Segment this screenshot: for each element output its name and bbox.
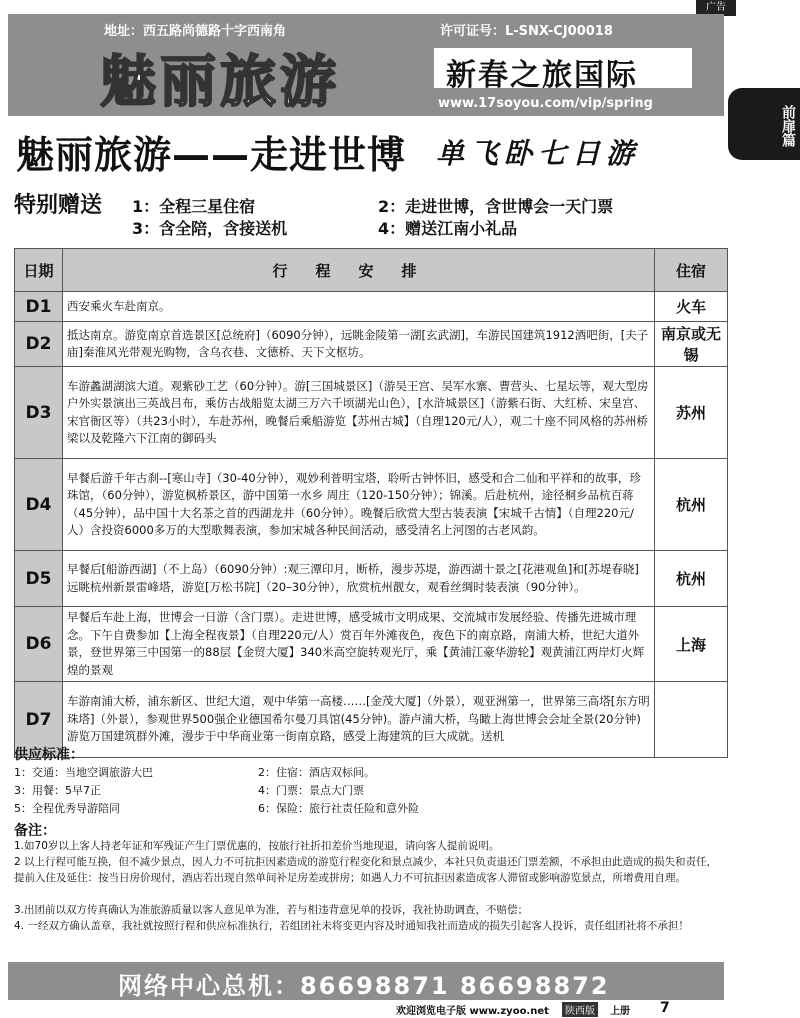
header-plan: 行程安排 (63, 249, 655, 292)
plan-cell: 车游蠡湖湖滨大道。观紫砂工艺（60分钟）。游[三国城景区]（游吴王宫、吴军水寨、曹营头、七星坛等，观大型房户外实景演出三英战吕布，乘仿古战船览太湖三万六千顷湖光山色），[水浒城景区]（游紫石街、大红桥、宋皇宫、宋官衙区等）（共23小时），车赴苏州，晚餐后乘船游览【苏州古城】（自理120元/人），观二十座不同风格的苏州桥梁以及乾隆六下江南的御码头 (63, 367, 655, 459)
gifts-title: 特别赠送 (14, 193, 103, 218)
stay-cell: 南京或无锡 (655, 322, 728, 367)
volume-label: 上册 (610, 1006, 630, 1017)
notes-title: 备注： (14, 823, 56, 839)
supply-title: 供应标准： (14, 747, 84, 763)
day-cell: D5 (15, 551, 63, 607)
gift-item: 1：全程三星住宿 (132, 197, 256, 216)
itinerary-row (15, 367, 728, 459)
edition-badge: 陕西版 (562, 1002, 598, 1017)
plan-cell: 早餐后车赴上海，世博会一日游（含门票）。走进世博，感受城市文明成果、交流城市发展经验、传播先进城市理念。下午自费参加【上海全程夜景】（自理220元/人）赏百年外滩夜色，夜色下的南京路，南浦大桥，世纪大道外景，登世界第三中国第一的88层【金贸大厦】340米高空旋转观光厅，乘【黄浦江豪华游轮】观黄浦江两岸灯火辉煌的景观 (63, 607, 655, 682)
page-number: 7 (660, 1000, 670, 1016)
agency-logo: 魅丽旅游 (100, 49, 340, 115)
browse-link[interactable]: 欢迎浏览电子版 www.zyoo.net (396, 1006, 549, 1017)
itinerary-row (15, 459, 728, 551)
itinerary-row (15, 607, 728, 682)
stay-cell (655, 682, 728, 758)
day-cell: D6 (15, 607, 63, 682)
hotline: 网络中心总机：86698871 86698872 (118, 972, 610, 1000)
slogan: 新春之旅国际 (446, 58, 638, 93)
stay-cell: 火车 (655, 292, 728, 322)
tour-subtitle: 单飞卧七日游 (436, 137, 641, 170)
header-stay: 住宿 (655, 249, 728, 292)
side-tab: 前扉篇 (728, 88, 800, 160)
agency-url[interactable]: www.17soyou.com/vip/spring (438, 96, 653, 111)
day-cell: D3 (15, 367, 63, 459)
gift-item: 3：含全陪，含接送机 (132, 219, 288, 238)
day-cell: D4 (15, 459, 63, 551)
itinerary-row (15, 551, 728, 607)
itinerary-table (14, 248, 728, 758)
supply-item: 5：全程优秀导游陪同 (14, 802, 120, 815)
day-cell: D2 (15, 322, 63, 367)
gift-item: 4：赠送江南小礼品 (378, 219, 518, 238)
supply-item: 6：保险：旅行社责任险和意外险 (258, 802, 419, 815)
plan-cell: 早餐后游千年古刹--[寒山寺]（30-40分钟），观妙利普明宝塔，聆听古钟怀旧，感受和合二仙和平祥和的故事，珍珠馆，（60分钟），游览枫桥景区，游中国第一水乡 周庄（120-150分钟）；锦溪。后赴杭州，途径桐乡品杭百蒋（45分钟），品中国十大名茶之首的西湖龙井（60分钟）。晚餐后欣赏大型古装表演【宋城千古情】（自理220元/人）含投资6000多万的大型歌舞表演，参加宋城各种民间活动，感受清名上河图的古老风韵。 (63, 459, 655, 551)
itinerary-row (15, 322, 728, 367)
itinerary-row (15, 682, 728, 758)
agency-address: 地址：西五路尚德路十字西南角 (104, 24, 287, 39)
itinerary-header-row (15, 249, 728, 292)
note-item: 1.如70岁以上客人持老年证和军残证产生门票优惠的，按旅行社折扣差价当地现退，请向客人提前说明。 (14, 840, 500, 852)
tour-title: 魅丽旅游——走进世博 (16, 133, 407, 177)
license-number: 许可证号：L-SNX-CJ00018 (440, 24, 613, 39)
note-item: 2 以上行程可能互换，但不减少景点，因人力不可抗拒因素造成的游览行程变化和景点减少，本社只负责退还门票差额，不承担由此造成的损失和责任，提前入住及延住：按当日房价现付，酒店若出现自然单间补足房差或拼房；如遇人力不可抗拒因素造成客人滞留或影响游览景点，所增费用自理。 (14, 856, 718, 884)
note-item: 4. 一经双方确认盖章，我社就按照行程和供应标准执行，若组团社未将变更内容及时通知我社而造成的损失引起客人投诉，责任组团社将不承担！ (14, 920, 689, 932)
supply-item: 4：门票：景点大门票 (258, 784, 364, 797)
supply-item: 2：住宿：酒店双标间。 (258, 766, 375, 779)
header-day: 日期 (15, 249, 63, 292)
stay-cell: 苏州 (655, 367, 728, 459)
gift-item: 2：走进世博，含世博会一天门票 (378, 197, 614, 216)
plan-cell: 早餐后[船游西湖]（不上岛）（6090分钟）:观三潭印月，断桥，漫步苏堤，游西湖十景之[花港观鱼]和[苏堤春晓]远眺杭州新景雷峰塔，游览[万松书院]（20–30分钟），欣赏杭州靓女，观看丝绸时装表演（90分钟）。 (63, 551, 655, 607)
plan-cell: 抵达南京。游览南京首选景区[总统府]（6090分钟），远眺金陵第一湖[玄武湖]，车游民国建筑1912酒吧街，[夫子庙]秦淮风光带观光购物，含乌衣巷、文德桥、天下文枢坊。 (63, 322, 655, 367)
stay-cell: 杭州 (655, 551, 728, 607)
stay-cell: 上海 (655, 607, 728, 682)
ad-tag: 广告 (696, 0, 736, 16)
itinerary-row (15, 292, 728, 322)
day-cell: D1 (15, 292, 63, 322)
plan-cell: 车游南浦大桥，浦东新区、世纪大道，观中华第一高楼……[金茂大厦]（外景），观亚洲第一，世界第三高塔[东方明珠塔]（外景），参观世界500强企业德国希尔曼刀具馆(45分钟)。游卢浦大桥，鸟瞰上海世博会会址全景(20分钟)游览万国建筑群外滩，漫步于中华商业第一街南京路，感受上海建筑的巨大成就。送机 (63, 682, 655, 758)
stay-cell: 杭州 (655, 459, 728, 551)
supply-item: 3：用餐：5早7正 (14, 784, 101, 797)
supply-item: 1：交通：当地空调旅游大巴 (14, 766, 153, 779)
day-cell: D7 (15, 682, 63, 758)
note-item: 3.出团前以双方传真确认为准旅游质量以客人意见单为准，若与相违背意见单的投诉，我社协助调查，不赔偿； (14, 904, 529, 916)
plan-cell: 西安乘火车赴南京。 (63, 292, 655, 322)
